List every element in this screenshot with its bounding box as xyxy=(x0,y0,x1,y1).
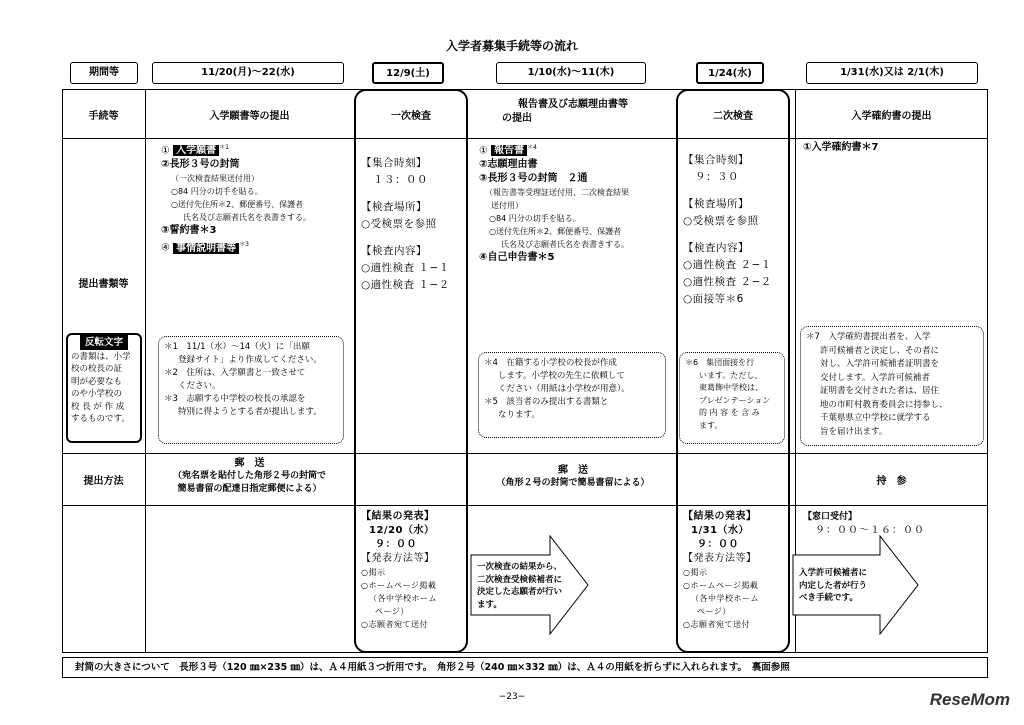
counter-reception xyxy=(803,510,983,538)
note-line: 特別に得ようとする者が提出します。 xyxy=(178,407,322,417)
row-label-procedure: 手続等 xyxy=(88,111,119,122)
note-line: 交付します。入学許可候補者 xyxy=(820,372,930,383)
exam-content-item: ○面接等＊6 xyxy=(683,293,744,305)
reverse-note-line: 校の校長の証 xyxy=(71,364,123,374)
first-result xyxy=(361,510,465,631)
row-divider xyxy=(62,453,988,454)
col5-notes xyxy=(800,326,984,446)
result-time: ９：００ xyxy=(697,539,739,550)
envelope-address: ○送付先住所＊2、郵便番号、保護者 xyxy=(489,227,622,237)
arrow-text-line: 内定した者が行う xyxy=(799,580,868,591)
reverse-note-line: 明が必要なも xyxy=(71,376,123,387)
note-line: ＊4 在籍する小学校の校長が作成 xyxy=(484,358,617,368)
header-date-col1: 11/20(月)～22(水) xyxy=(152,62,344,84)
note-line: ＊3 志願する中学校の校長の承認を xyxy=(164,394,306,404)
envelope-address: ○送付先住所＊2、郵便番号、保護者 xyxy=(171,200,304,210)
header-date-col3: 1/10(水)～11(木) xyxy=(496,62,646,84)
note-line: 東葛飾中学校は、 xyxy=(699,383,763,392)
arrow-text-line: 決定した志願者が行い xyxy=(477,587,563,597)
method-title: 郵 送 xyxy=(234,458,265,469)
announce-method: （各中学校ホーム xyxy=(369,594,437,603)
announce-method: ○志願者宛て送付 xyxy=(683,620,750,629)
page-number: −23− xyxy=(498,692,526,702)
result-label: 【結果の発表】 xyxy=(683,511,757,522)
envelope-size-note: 封筒の大きさについて 長形３号（120 ㎜×235 ㎜）は、Ａ４用紙３つ折用です。 角形２号（240 ㎜×332 ㎜）は、Ａ４の用紙を折らずに入れられます。 裏面参照 xyxy=(62,657,988,678)
exam-content-item: ○適性検査 ２−１ xyxy=(683,259,772,271)
col4-notes xyxy=(679,352,785,444)
note-line: います。ただし、 xyxy=(699,370,763,380)
exam-content-label: 【検査内容】 xyxy=(683,242,749,254)
note-line: なります。 xyxy=(498,410,540,420)
confirmation-item: ①入学確約書＊7 xyxy=(803,142,879,153)
col1-notes xyxy=(158,336,344,444)
envelope-purpose-cont: 送付用） xyxy=(491,201,523,211)
note-line: ください（用紙は小学校が用意）。 xyxy=(498,384,630,394)
arrow-text-line: ます。 xyxy=(477,599,502,610)
reverse-text-label: 反転文字 xyxy=(81,336,127,349)
announce-method-label: 【発表方法等】 xyxy=(683,553,757,564)
method-col3 xyxy=(470,464,676,490)
gather-time-label: 【集合時刻】 xyxy=(683,154,749,166)
exam-place: ○受検票を参照 xyxy=(683,215,759,227)
report-form: 報告書 xyxy=(491,145,527,156)
footnote-mark: ＊1 xyxy=(219,144,229,151)
exam-content-label: 【検査内容】 xyxy=(361,245,427,257)
announce-method: ○掲示 xyxy=(683,568,708,577)
col4-documents xyxy=(683,152,787,308)
col3-notes xyxy=(478,352,666,438)
gather-time: ９：３０ xyxy=(695,171,739,183)
result-date: 1/31（水） xyxy=(691,525,750,536)
arrow-text-line: 入学許可候補者に xyxy=(799,568,868,578)
note-line: ＊1 11/1（水）～14（火）に「出願 xyxy=(164,342,310,352)
header-date-col4: 1/24(水) xyxy=(696,62,764,84)
envelope-stamp: ○84 円分の切手を貼る。 xyxy=(171,187,263,197)
reason-item: ②志願理由書 xyxy=(479,159,538,171)
header-date-col2: 12/9(土) xyxy=(372,62,444,84)
note-line: 対し、入学許可候補者証明書を xyxy=(820,359,940,369)
row-label-method: 提出方法 xyxy=(83,476,124,487)
note-line: 許可候補者と決定し、その者に xyxy=(820,345,940,356)
row-divider xyxy=(62,138,988,139)
gather-time: １３：００ xyxy=(373,174,428,186)
procedure-col1: 入学願書等の提出 xyxy=(209,111,290,122)
announce-method: ページ） xyxy=(697,607,731,616)
note-line: ＊2 住所は、入学願書と一致させて xyxy=(164,368,306,378)
announce-method: （各中学校ホーム xyxy=(691,594,759,603)
exam-place-label: 【検査場所】 xyxy=(361,201,427,213)
note-line: します。小学校の先生に依頼して xyxy=(498,371,625,381)
item-number: ① xyxy=(161,145,170,157)
reverse-note-line: するものです。 xyxy=(71,414,130,424)
circumstance-doc: 事情説明書等 xyxy=(173,243,239,254)
announce-method: ○掲示 xyxy=(361,568,386,577)
item-number: ④ xyxy=(161,242,170,254)
note-line: ＊6 集団面接を行 xyxy=(685,358,755,367)
note-line: 地の市町村教育委員会に持参し、 xyxy=(820,399,948,410)
procedure-col3-line1: 報告書及び志願理由書等 xyxy=(518,99,628,110)
exam-place-label: 【検査場所】 xyxy=(683,198,749,210)
col3-documents xyxy=(479,141,675,265)
procedure-col2: 一次検査 xyxy=(391,111,431,122)
arrow-text-line: 二次検査受検候補者に xyxy=(477,574,563,585)
arrow-1-text xyxy=(477,561,562,611)
note-line: ください。 xyxy=(178,381,221,391)
header-period-label: 期間等 xyxy=(70,62,138,84)
pledge-item: ③誓約書＊3 xyxy=(161,225,217,237)
note-line: 証明書を交付された者は、居住 xyxy=(820,386,940,396)
col2-documents xyxy=(361,155,465,294)
procedure-col3-line2: の提出 xyxy=(502,113,532,124)
page-title: 入学者募集手続等の流れ xyxy=(445,39,578,53)
announce-method-label: 【発表方法等】 xyxy=(361,553,435,564)
column-divider xyxy=(145,89,146,653)
second-result xyxy=(683,510,787,631)
note-line: 千葉県県立中学校に就学する xyxy=(820,413,931,423)
method-col1 xyxy=(145,457,354,496)
reverse-note-line: 校 長 が 作 成 xyxy=(71,401,125,412)
note-line: ます。 xyxy=(699,420,723,430)
envelope-purpose: （報告書等受理証送付用、二次検査結果 xyxy=(485,188,629,198)
reverse-note-line: の書類は、小学 xyxy=(71,351,131,362)
procedure-col5: 入学確約書の提出 xyxy=(851,111,932,122)
footnote-mark: ＊3 xyxy=(239,241,249,249)
self-report-item: ④自己申告書＊5 xyxy=(479,252,555,264)
result-label: 【結果の発表】 xyxy=(361,511,435,522)
arrow-2-text xyxy=(799,567,867,605)
announce-method: ○ホームページ掲載 xyxy=(361,581,437,590)
application-form: 入学願書 xyxy=(173,145,219,156)
item-number: ① xyxy=(479,145,488,157)
header-date-col5: 1/31(水)又は 2/1(木) xyxy=(806,62,978,84)
note-line: 旨を届け出ます。 xyxy=(820,426,888,437)
envelope-stamp: ○84 円分の切手を貼る。 xyxy=(489,214,581,224)
announce-method: ○ホームページ掲載 xyxy=(683,581,759,590)
gather-time-label: 【集合時刻】 xyxy=(361,157,427,169)
exam-content-item: ○適性検査 １−１ xyxy=(361,262,450,274)
resemom-logo: ReseMom xyxy=(929,690,1010,709)
reception-label: 【窓口受付】 xyxy=(803,512,858,522)
announce-method: ページ） xyxy=(375,607,409,616)
exam-place: ○受検票を参照 xyxy=(361,218,437,230)
method-detail: （宛名票を貼付した角形２号の封筒で xyxy=(172,471,326,481)
reception-time: ９：００〜１６：００ xyxy=(815,525,925,536)
arrow-text-line: べき手続です。 xyxy=(799,593,858,603)
exam-content-item: ○適性検査 ２−２ xyxy=(683,276,772,288)
footnote-mark: ＊4 xyxy=(527,144,537,151)
method-title: 郵 送 xyxy=(558,465,588,476)
note-line: 的 内 容 を 含 み xyxy=(699,408,760,417)
envelope-item: ③長形３号の封筒 ２通 xyxy=(479,173,588,185)
announce-method: ○志願者宛て送付 xyxy=(361,620,428,629)
result-date: 12/20（水） xyxy=(369,525,435,536)
envelope-address-cont: 氏名及び志願者氏名を表書きする。 xyxy=(501,240,629,250)
arrow-text-line: 一次検査の結果から、 xyxy=(477,562,563,572)
row-divider xyxy=(62,505,988,506)
note-line: ＊5 該当者のみ提出する書類と xyxy=(484,397,609,407)
result-time: ９：００ xyxy=(375,539,417,550)
exam-content-item: ○適性検査 １−２ xyxy=(361,279,450,291)
envelope-address-cont: 氏名及び志願者氏名を表書きする。 xyxy=(183,213,311,223)
reverse-text-note xyxy=(66,333,142,443)
col1-documents xyxy=(161,141,353,256)
envelope-purpose: （一次検査結果送付用） xyxy=(171,174,259,184)
note-line: 登録サイト」より作成してください。 xyxy=(178,355,322,365)
reverse-note-line: のや小学校の xyxy=(71,389,123,399)
procedure-col3 xyxy=(470,98,676,126)
row-label-documents: 提出書類等 xyxy=(78,279,129,290)
method-detail: （角形２号の封筒で簡易書留による） xyxy=(496,478,650,488)
note-line: プレゼンテーション xyxy=(699,395,771,405)
envelope-item: ②長形３号の封筒 xyxy=(161,159,240,171)
procedure-col4: 二次検査 xyxy=(713,111,753,122)
method-detail: 簡易書留の配達日指定郵便による） xyxy=(177,484,322,494)
method-col5: 持 参 xyxy=(876,476,907,487)
note-line: ＊7 入学確約書提出者を、入学 xyxy=(806,332,931,342)
